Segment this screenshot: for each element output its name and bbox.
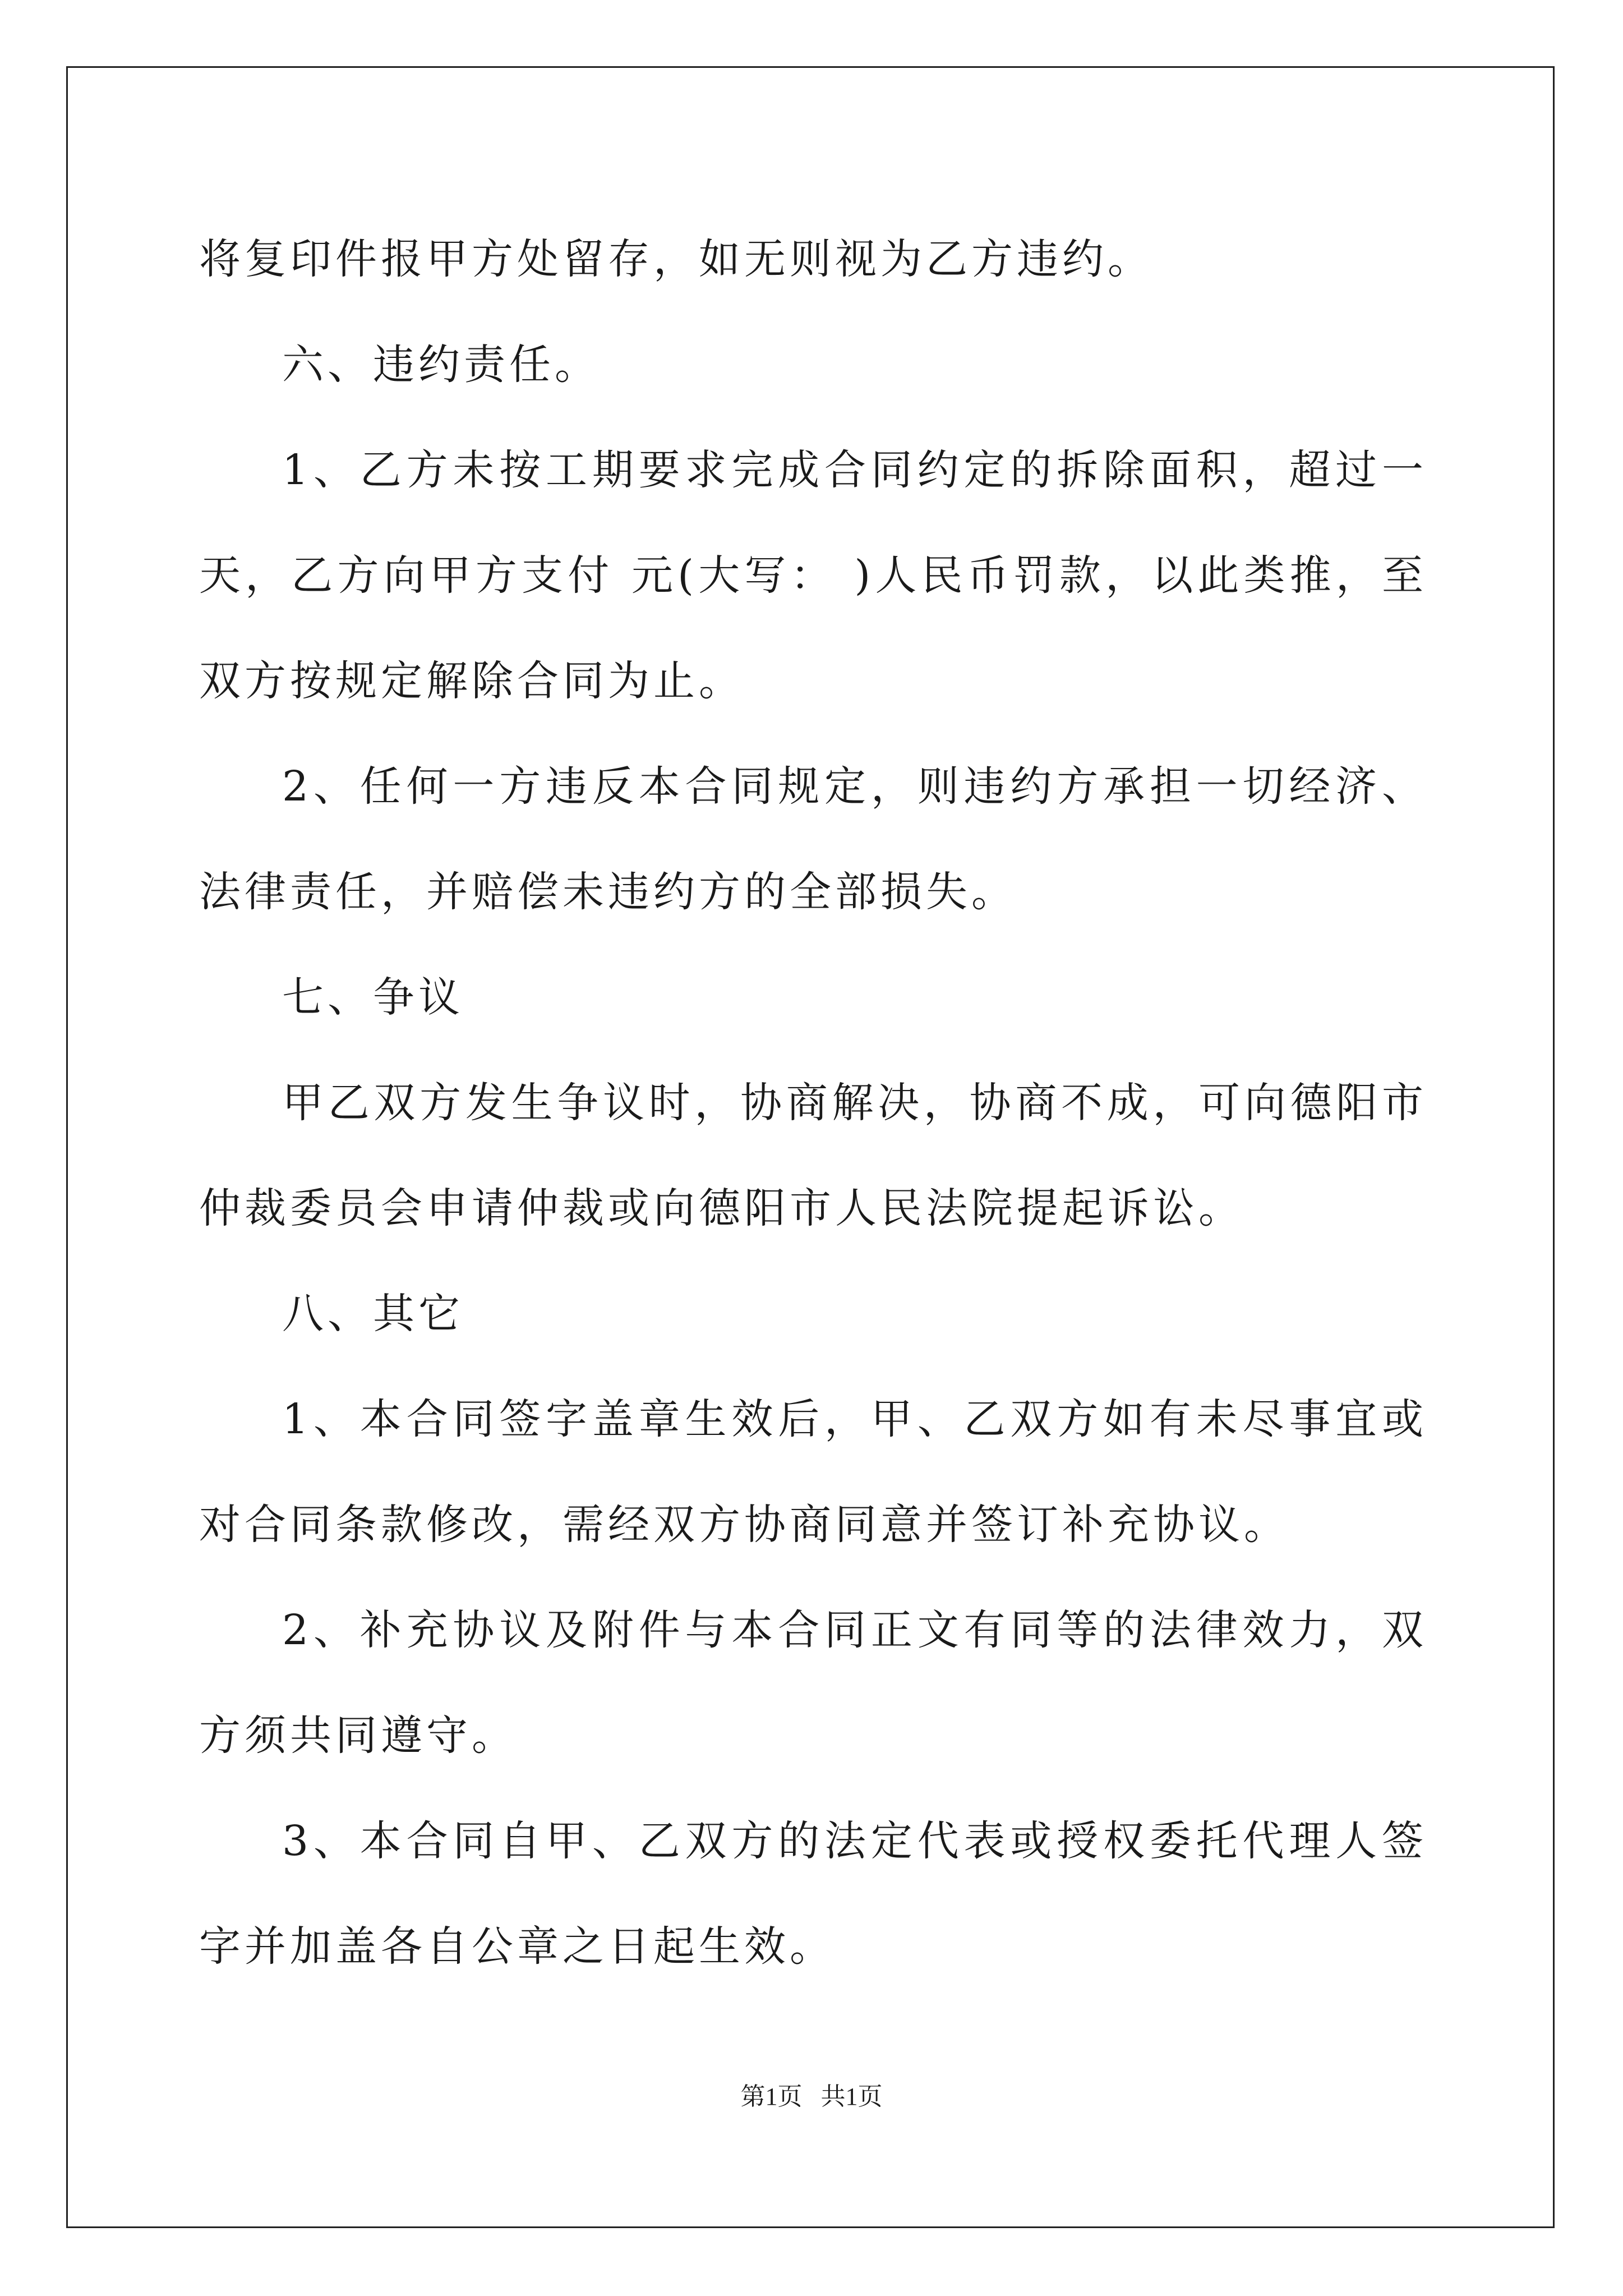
clause-other-3: 3、本合同自甲、乙双方的法定代表或授权委托代理人签字并加盖各自公章之日起生效。	[199, 1817, 1427, 1971]
clause-other-2: 2、补充协议及附件与本合同正文有同等的法律效力，双方须共同遵守。	[199, 1606, 1427, 1760]
document-body	[199, 206, 1427, 1999]
page-number-total: 共1页	[820, 2083, 883, 2110]
page-footer	[0, 2080, 1623, 2114]
section-heading-breach: 六、违约责任。	[282, 341, 600, 389]
paragraph-continuation: 将复印件报甲方处留存，如无则视为乙方违约。	[199, 235, 1153, 283]
page-number-current: 第1页	[740, 2083, 803, 2110]
section-heading-other: 八、其它	[282, 1290, 464, 1338]
section-heading-dispute: 七、争议	[282, 973, 464, 1022]
clause-breach-1: 1、乙方未按工期要求完成合同约定的拆除面积，超过一天，乙方向甲方支付 元(大写： )人民币罚款，以此类推，至双方按规定解除合同为止。	[199, 446, 1427, 705]
clause-other-1: 1、本合同签字盖章生效后，甲、乙双方如有未尽事宜或对合同条款修改，需经双方协商同意并签订补充协议。	[199, 1395, 1427, 1549]
clause-breach-2: 2、任何一方违反本合同规定，则违约方承担一切经济、法律责任，并赔偿未违约方的全部损失。	[199, 762, 1427, 916]
clause-dispute: 甲乙双方发生争议时，协商解决，协商不成，可向德阳市仲裁委员会申请仲裁或向德阳市人民法院提起诉讼。	[199, 1079, 1427, 1232]
